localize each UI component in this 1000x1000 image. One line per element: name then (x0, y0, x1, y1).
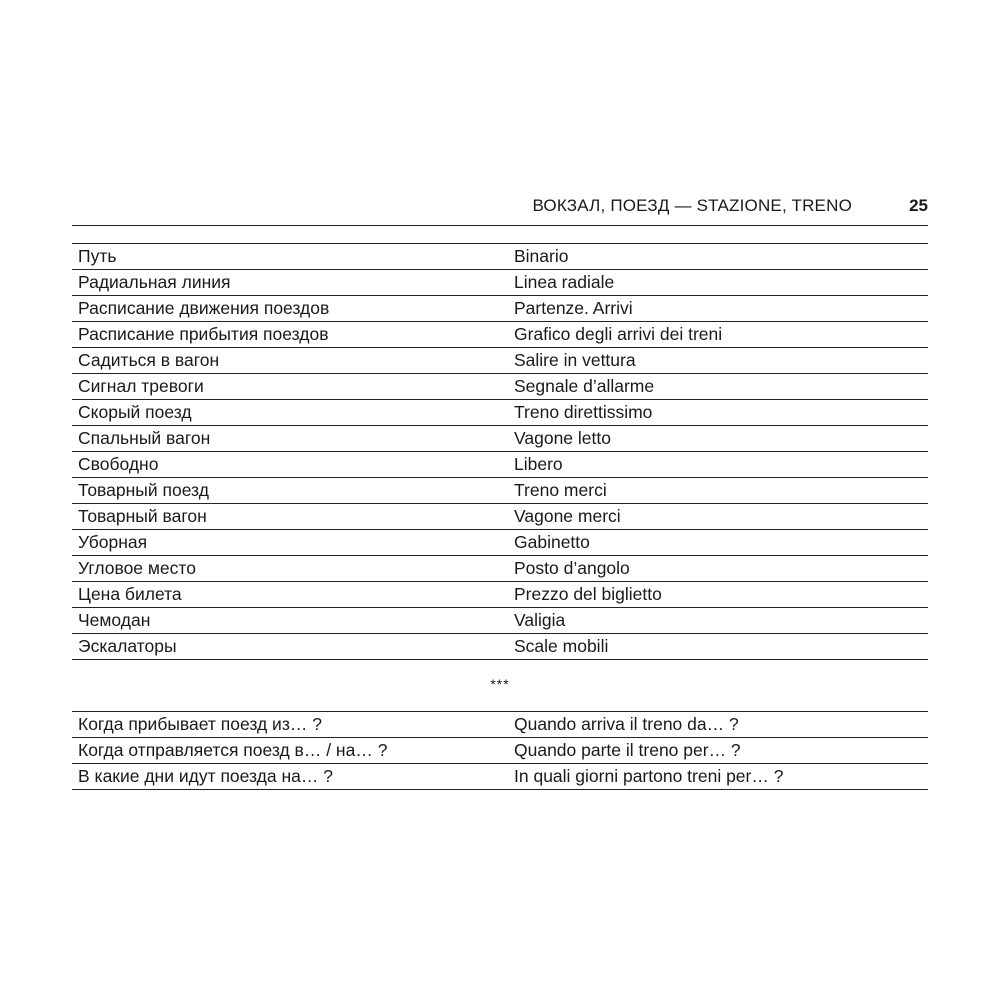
vocabulary-row (72, 556, 928, 582)
italian-term: Grafico degli arrivi dei treni (508, 322, 928, 348)
russian-term: Сигнал тревоги (72, 374, 508, 400)
vocabulary-row (72, 296, 928, 322)
russian-term: Чемодан (72, 608, 508, 634)
russian-term: Радиальная линия (72, 270, 508, 296)
page-number: 25 (909, 196, 928, 215)
italian-term: Vagone merci (508, 504, 928, 530)
phrases-table (72, 711, 928, 790)
vocabulary-row (72, 478, 928, 504)
russian-term: Товарный вагон (72, 504, 508, 530)
phrase-row (72, 712, 928, 738)
italian-term: Treno merci (508, 478, 928, 504)
italian-term: Valigia (508, 608, 928, 634)
russian-term: Когда прибывает поезд из… ? (72, 712, 508, 738)
italian-term: Salire in vettura (508, 348, 928, 374)
italian-term: Prezzo del biglietto (508, 582, 928, 608)
vocabulary-row (72, 270, 928, 296)
section-title-it: STAZIONE, TRENO (696, 196, 852, 215)
vocabulary-row (72, 400, 928, 426)
italian-term: Gabinetto (508, 530, 928, 556)
header-divider (72, 225, 928, 226)
italian-term: Segnale d’allarme (508, 374, 928, 400)
vocabulary-row (72, 244, 928, 270)
italian-term: Quando arriva il treno da… ? (508, 712, 928, 738)
italian-term: Posto d’angolo (508, 556, 928, 582)
italian-term: Linea radiale (508, 270, 928, 296)
vocabulary-row (72, 426, 928, 452)
russian-term: Когда отправляется поезд в… / на… ? (72, 738, 508, 764)
italian-term: Scale mobili (508, 634, 928, 660)
russian-term: Свободно (72, 452, 508, 478)
italian-term: Binario (508, 244, 928, 270)
russian-term: Садиться в вагон (72, 348, 508, 374)
vocabulary-table (72, 243, 928, 660)
phrase-row (72, 738, 928, 764)
section-title-ru: ВОКЗАЛ, ПОЕЗД — (532, 196, 692, 215)
russian-term: Расписание движения поездов (72, 296, 508, 322)
russian-term: Товарный поезд (72, 478, 508, 504)
russian-term: Угловое место (72, 556, 508, 582)
italian-term: Partenze. Arrivi (508, 296, 928, 322)
phrase-row (72, 764, 928, 790)
russian-term: Уборная (72, 530, 508, 556)
section-title (532, 194, 852, 218)
vocabulary-row (72, 452, 928, 478)
russian-term: Цена билета (72, 582, 508, 608)
russian-term: Спальный вагон (72, 426, 508, 452)
italian-term: Treno direttissimo (508, 400, 928, 426)
russian-term: Путь (72, 244, 508, 270)
vocabulary-row (72, 582, 928, 608)
vocabulary-row (72, 374, 928, 400)
italian-term: Vagone letto (508, 426, 928, 452)
italian-term: In quali giorni partono treni per… ? (508, 764, 928, 790)
vocabulary-row (72, 348, 928, 374)
italian-term: Quando parte il treno per… ? (508, 738, 928, 764)
page-header (72, 194, 928, 218)
vocabulary-row (72, 322, 928, 348)
section-separator: *** (490, 676, 510, 692)
vocabulary-row (72, 530, 928, 556)
russian-term: Расписание прибытия поездов (72, 322, 508, 348)
italian-term: Libero (508, 452, 928, 478)
russian-term: Эскалаторы (72, 634, 508, 660)
russian-term: В какие дни идут поезда на… ? (72, 764, 508, 790)
russian-term: Скорый поезд (72, 400, 508, 426)
vocabulary-row (72, 608, 928, 634)
vocabulary-row (72, 634, 928, 660)
vocabulary-row (72, 504, 928, 530)
